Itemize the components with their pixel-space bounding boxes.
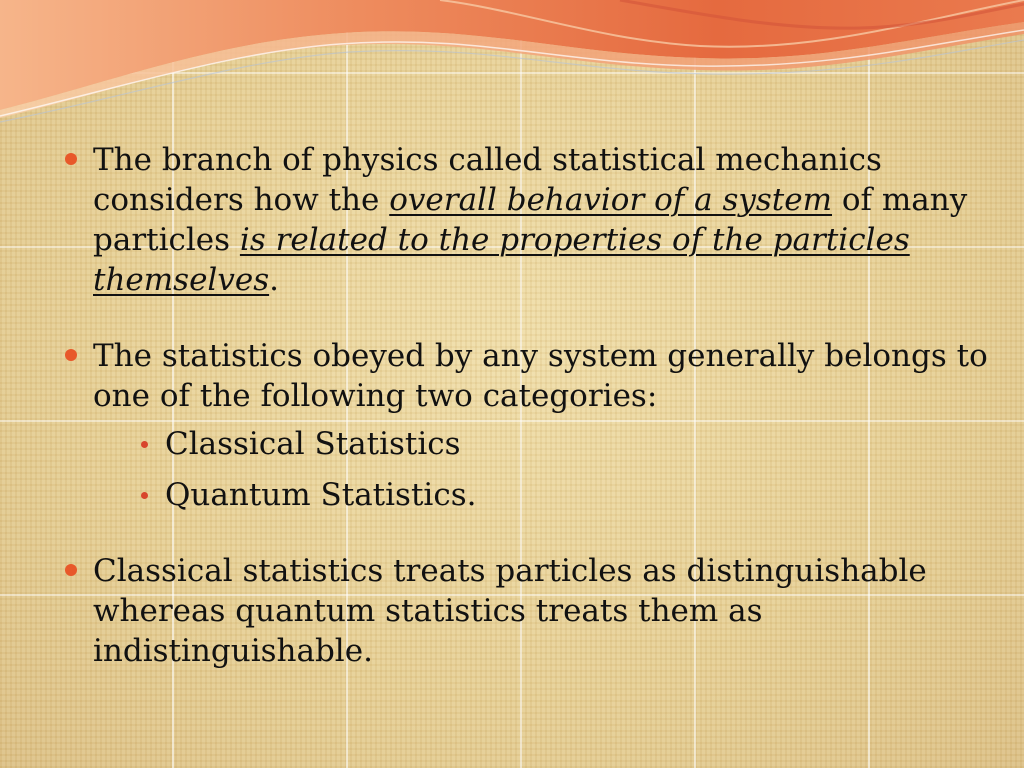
bullet-statistical-mechanics — [62, 140, 1010, 300]
category-item-quantum — [93, 475, 1010, 515]
category-item-classical — [93, 424, 1010, 464]
header-swoosh-decoration — [0, 0, 1024, 130]
bullet-icon — [65, 564, 77, 576]
sub-bullet-icon — [141, 492, 148, 499]
emphasis-related-properties: is related to the properties of the particles themselves — [93, 222, 910, 298]
bullet-text: The branch of physics called statistical mechanics considers how the — [93, 142, 882, 218]
bullet-list — [62, 140, 1010, 671]
category-label: Classical Statistics — [165, 426, 461, 462]
bullet-statistics-categories — [62, 336, 1010, 515]
bullet-icon — [65, 153, 77, 165]
slide-content — [62, 140, 1010, 707]
bullet-text: The statistics obeyed by any system generally belongs to one of the following two categories: — [93, 338, 988, 414]
bullet-text: . — [269, 262, 279, 298]
bullet-icon — [65, 349, 77, 361]
bullet-text: of many particles — [93, 182, 968, 258]
bullet-classical-vs-quantum — [62, 551, 1010, 671]
category-label: Quantum Statistics. — [165, 477, 477, 513]
category-list — [93, 424, 1010, 515]
sub-bullet-icon — [141, 441, 148, 448]
bullet-text: Classical statistics treats particles as distinguishable whereas quantum statistics treats them as indistinguishable. — [93, 553, 927, 669]
emphasis-overall-behavior: overall behavior of a system — [389, 182, 832, 218]
